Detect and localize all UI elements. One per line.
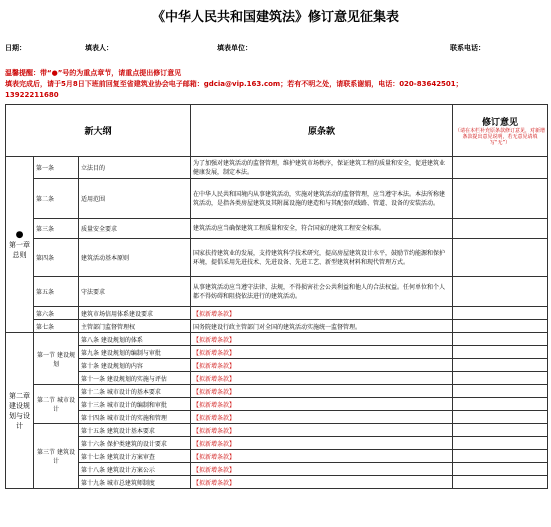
- table-row: [6, 320, 548, 333]
- opinion-cell[interactable]: [453, 157, 548, 179]
- opinion-cell[interactable]: [453, 219, 548, 239]
- article-no: 第四条: [34, 239, 79, 277]
- date-label: 日期：: [5, 44, 26, 52]
- opinion-cell[interactable]: [453, 398, 548, 411]
- article-content: 【拟新增条款】: [191, 333, 453, 346]
- article-label: 第十八条 建筑设计方案公示: [79, 463, 191, 476]
- opinion-cell[interactable]: [453, 179, 548, 219]
- table-row: [6, 157, 548, 179]
- article-content: 为了加强对建筑活动的监督管理，维护建筑市场秩序，保证建筑工程的质量和安全，促进建筑业健康发展，制定本法。: [191, 157, 453, 179]
- article-topic: 守法要求: [79, 277, 191, 307]
- article-topic: 质量安全要求: [79, 219, 191, 239]
- phone-label: 联系电话：: [450, 44, 485, 52]
- article-content: 国务院建设行政主管部门对全国的建筑活动实施统一监督管理。: [191, 320, 453, 333]
- article-label: 第十五条 建筑设计基本要求: [79, 424, 191, 437]
- article-content: 【拟新增条款】: [191, 307, 453, 320]
- opinion-cell[interactable]: [453, 307, 548, 320]
- article-content: 国家扶持建筑业的发展，支持建筑科学技术研究，提高房屋建筑设计水平，鼓励节约能源和保护环境，提倡采用先进技术、先进设备、先进工艺、新型建筑材料和现代管理方式。: [191, 239, 453, 277]
- article-label: 第十七条 建筑设计方案审查: [79, 450, 191, 463]
- article-content: 【拟新增条款】: [191, 450, 453, 463]
- notice-line-2: 填表完成后，请于5月8日下班前回复至省建筑业协会电子邮箱：gdcia@vip.163.com；若有不明之处，请联系谢娟，电话：020-83642501；: [5, 80, 463, 88]
- article-content: 【拟新增条款】: [191, 463, 453, 476]
- article-topic: 主管部门监督管理权: [79, 320, 191, 333]
- table-row: [6, 333, 548, 346]
- article-content: 【拟新增条款】: [191, 346, 453, 359]
- article-no: 第三条: [34, 219, 79, 239]
- article-topic: 建筑市场信用体系建设要求: [79, 307, 191, 320]
- article-content: 【拟新增条款】: [191, 424, 453, 437]
- chapter-1-name: 第一章 总则: [9, 240, 30, 259]
- table-row: [6, 476, 548, 489]
- unit-label: 填表单位：: [217, 44, 252, 52]
- article-label: 第九条 建设规划的编制与审批: [79, 346, 191, 359]
- table-row: [6, 372, 548, 385]
- opinion-cell[interactable]: [453, 277, 548, 307]
- table-row: [6, 450, 548, 463]
- article-label: 第十四条 城市设计的实施和管理: [79, 411, 191, 424]
- article-no: 第五条: [34, 277, 79, 307]
- header-opinion: 修订意见: [481, 118, 518, 128]
- opinion-cell[interactable]: [453, 346, 548, 359]
- article-label: 第十九条 城市总建筑师制度: [79, 476, 191, 489]
- chapter-2-cell: 第二章 建设规划与设计: [6, 333, 34, 489]
- opinion-cell[interactable]: [453, 463, 548, 476]
- table-row: [6, 385, 548, 398]
- article-label: 第十条 建设规划的内容: [79, 359, 191, 372]
- table-row: [6, 346, 548, 359]
- opinion-cell[interactable]: [453, 450, 548, 463]
- header-row: [6, 105, 548, 157]
- article-content: 【拟新增条款】: [191, 398, 453, 411]
- table-row: [6, 239, 548, 277]
- header-outline: 新大纲: [6, 105, 191, 157]
- article-content: 【拟新增条款】: [191, 372, 453, 385]
- filler-label: 填表人：: [85, 44, 113, 52]
- article-content: 【拟新增条款】: [191, 476, 453, 489]
- table-row: [6, 411, 548, 424]
- article-label: 第十一条 建设规划的实施与评估: [79, 372, 191, 385]
- article-topic: 适用范围: [79, 179, 191, 219]
- opinion-cell[interactable]: [453, 333, 548, 346]
- header-opinion-cell: [453, 105, 548, 157]
- article-label: 第八条 建设规划的体系: [79, 333, 191, 346]
- table-row: [6, 398, 548, 411]
- opinion-cell[interactable]: [453, 372, 548, 385]
- opinion-cell[interactable]: [453, 476, 548, 489]
- opinion-cell[interactable]: [453, 359, 548, 372]
- table-row: [6, 424, 548, 437]
- article-topic: 建筑活动基本原则: [79, 239, 191, 277]
- notice: [5, 68, 545, 101]
- header-original: 原条款: [191, 105, 453, 157]
- opinion-cell[interactable]: [453, 424, 548, 437]
- opinion-cell[interactable]: [453, 320, 548, 333]
- article-label: 第十六条 保护类建筑的设计要求: [79, 437, 191, 450]
- table-row: [6, 463, 548, 476]
- opinion-cell[interactable]: [453, 411, 548, 424]
- section-1-cell: 第一节 建设规划: [34, 333, 79, 385]
- article-content: 【拟新增条款】: [191, 411, 453, 424]
- table-row: [6, 179, 548, 219]
- chapter-1-cell: [6, 157, 34, 333]
- key-chapter-dot-icon: ●: [15, 229, 24, 240]
- article-no: 第二条: [34, 179, 79, 219]
- opinion-table: [5, 104, 548, 489]
- table-row: [6, 219, 548, 239]
- article-content: 在中华人民共和国境内从事建筑活动，实施对建筑活动的监督管理，应当遵守本法。本法所称建筑活动，是指各类房屋建筑及其附属设施的建造和与其配套的线路、管道、设备的安装活动。: [191, 179, 453, 219]
- notice-line-3: 13922211680: [5, 91, 59, 99]
- article-content: 【拟新增条款】: [191, 359, 453, 372]
- article-content: 【拟新增条款】: [191, 385, 453, 398]
- opinion-cell[interactable]: [453, 437, 548, 450]
- article-label: 第十三条 城市设计的编制和审批: [79, 398, 191, 411]
- opinion-cell[interactable]: [453, 385, 548, 398]
- table-row: [6, 359, 548, 372]
- article-topic: 立法目的: [79, 157, 191, 179]
- info-row: [5, 38, 545, 60]
- section-3-cell: 第三节 建筑设计: [34, 424, 79, 489]
- table-row: [6, 277, 548, 307]
- page-title: 《中华人民共和国建筑法》修订意见征集表: [151, 10, 399, 25]
- article-label: 第十二条 城市设计的基本要求: [79, 385, 191, 398]
- table-row: [6, 307, 548, 320]
- section-2-cell: 第二节 城市设计: [34, 385, 79, 424]
- article-no: 第一条: [34, 157, 79, 179]
- opinion-cell[interactable]: [453, 239, 548, 277]
- table-row: [6, 437, 548, 450]
- article-content: 【拟新增条款】: [191, 437, 453, 450]
- article-content: 从事建筑活动应当遵守法律、法规，不得损害社会公共利益和他人的合法权益。任何单位和个人都不得妨碍和阻挠依法进行的建筑活动。: [191, 277, 453, 307]
- header-opinion-note: （请在本栏补充原条款修订意见，对新增条款提出意见说明，若无意见请填写“无”）: [455, 128, 546, 146]
- article-content: 建筑活动应当确保建筑工程质量和安全，符合国家的建筑工程安全标准。: [191, 219, 453, 239]
- article-no: 第七条: [34, 320, 79, 333]
- notice-line-1: 温馨提醒：带“●”号的为重点章节，请重点提出修订意见: [5, 69, 182, 77]
- article-no: 第六条: [34, 307, 79, 320]
